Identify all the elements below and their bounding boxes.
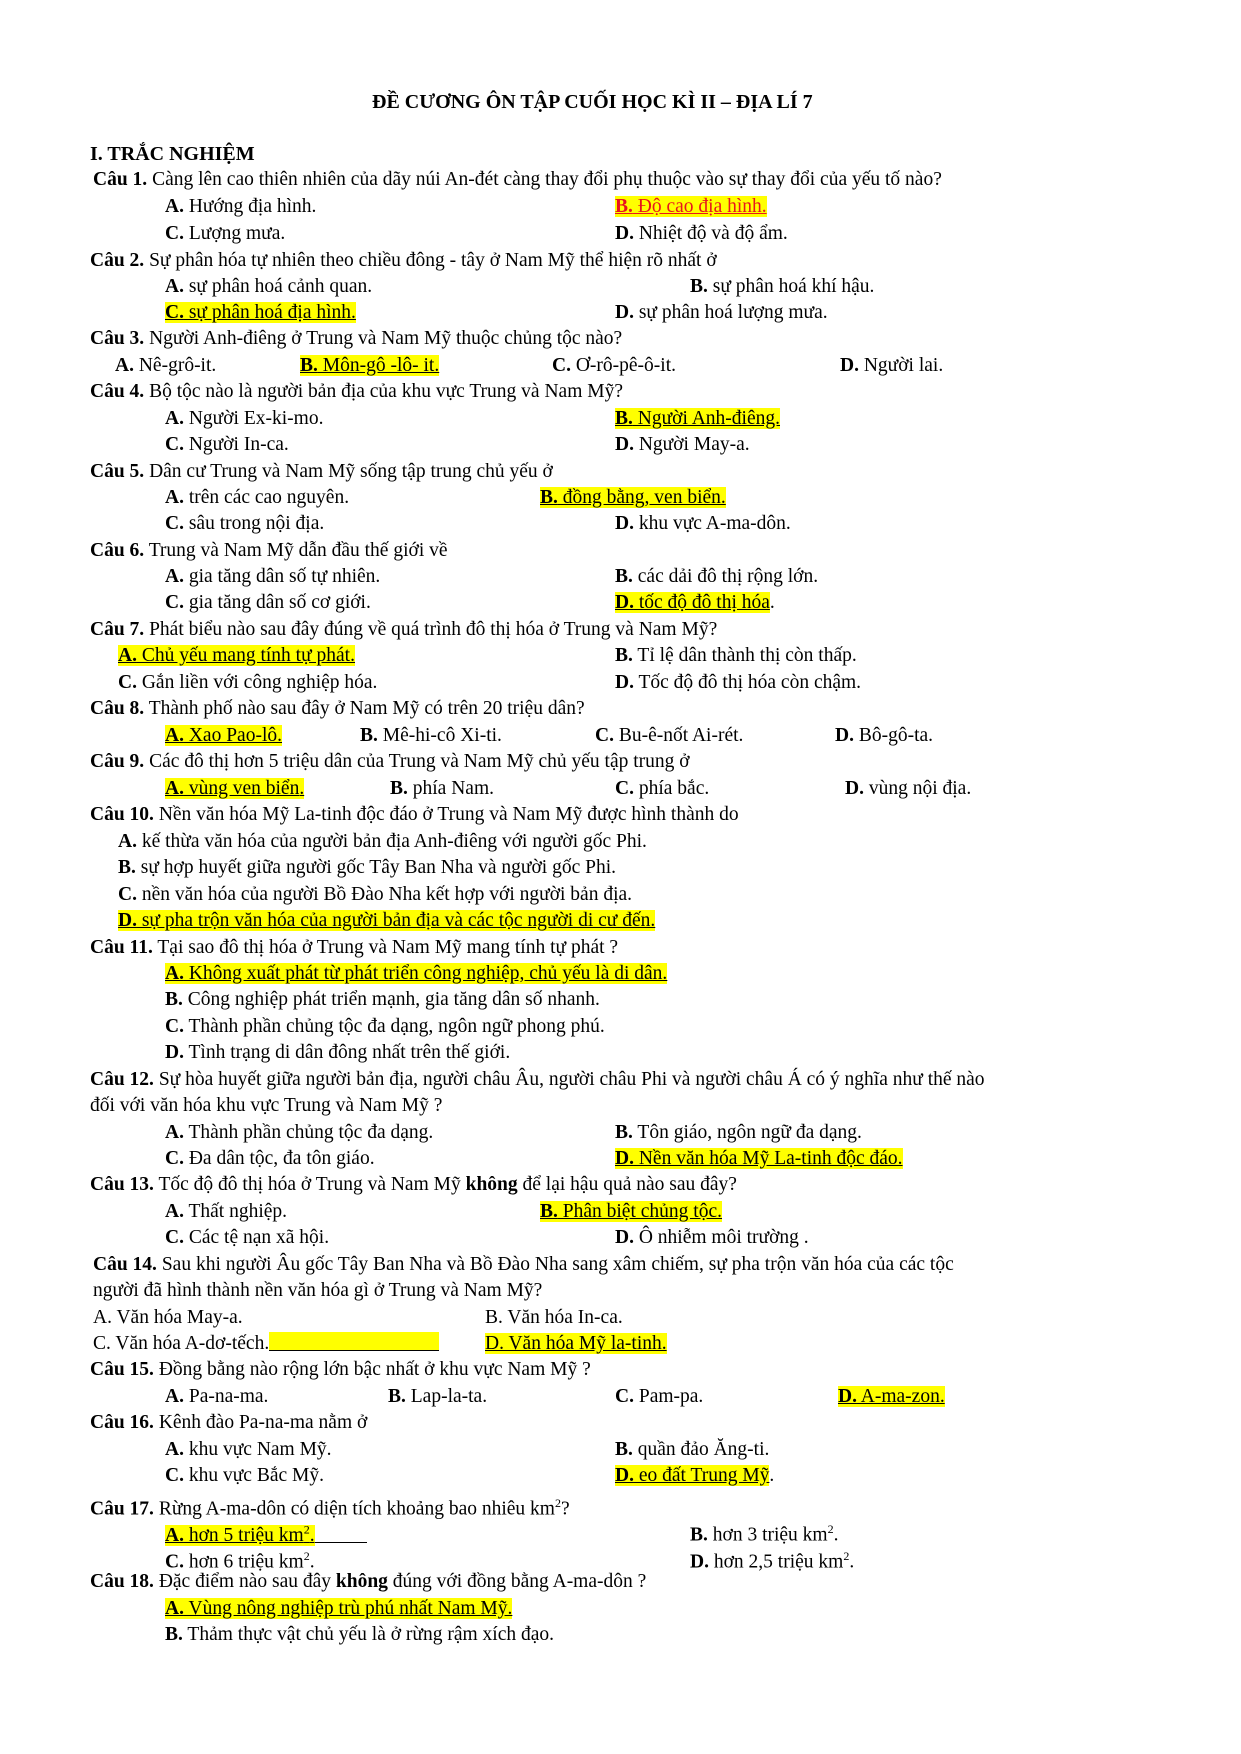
- option-text: Ơ-rô-pê-ô-it.: [570, 355, 677, 376]
- option-letter: B.: [615, 566, 633, 587]
- option-b: [615, 1121, 862, 1145]
- option-a: [165, 1385, 268, 1409]
- option-letter: A.: [165, 1598, 184, 1619]
- question-12: [90, 1068, 985, 1092]
- question-3: [90, 327, 622, 351]
- option-b: [360, 724, 502, 748]
- option-a: [165, 565, 380, 589]
- option-text: Tốc độ đô thị hóa còn chậm.: [633, 672, 862, 693]
- question-4: [90, 380, 623, 404]
- option-letter: C.: [165, 1148, 184, 1169]
- option-text: Lap-la-ta.: [405, 1386, 488, 1407]
- option-text: sự pha trộn văn hóa của người bản địa và các tộc người di cư đến.: [136, 910, 656, 931]
- option-letter: B.: [540, 1201, 558, 1222]
- option-c: [615, 777, 709, 801]
- option-text: Xao Pao-lô.: [183, 725, 282, 746]
- option-letter: B.: [690, 1524, 708, 1546]
- option-b-answer: [540, 1200, 722, 1224]
- option-letter: C.: [165, 592, 184, 613]
- option-c: [118, 883, 632, 907]
- option-text: quần đảo Ăng-ti.: [632, 1439, 770, 1460]
- option-c: [165, 1226, 329, 1250]
- question-text: Nền văn hóa Mỹ La-tinh độc đáo ở Trung và Nam Mỹ được hình thành do: [153, 804, 739, 825]
- option-letter: C.: [165, 1465, 184, 1486]
- option-a-answer: [165, 1517, 367, 1548]
- option-letter: A.: [165, 408, 184, 429]
- option-text: Độ cao địa hình.: [632, 196, 767, 217]
- option-a: [165, 195, 316, 219]
- option-letter: D.: [615, 1465, 634, 1486]
- option-d: [165, 1041, 510, 1065]
- question-text: ?: [560, 1498, 570, 1520]
- option-text: Mê-hi-cô Xi-ti.: [377, 725, 502, 746]
- option-letter: C.: [615, 1386, 634, 1407]
- question-number: Câu 14.: [93, 1254, 157, 1275]
- option-a-answer: [165, 724, 282, 748]
- question-number: Câu 10.: [90, 804, 154, 825]
- question-number: Câu 7.: [90, 619, 145, 640]
- question-text: Tốc độ đô thị hóa ở Trung và Nam Mỹ: [153, 1174, 466, 1195]
- question-number: Câu 12.: [90, 1069, 154, 1090]
- question-text: để lại hậu quả nào sau đây?: [517, 1174, 737, 1195]
- option-b: [690, 275, 874, 299]
- option-text: Pa-na-ma.: [183, 1386, 269, 1407]
- option-a: [165, 275, 372, 299]
- option-b-answer: [300, 354, 439, 378]
- question-number: Câu 16.: [90, 1412, 154, 1433]
- option-c: [165, 1464, 324, 1488]
- option-letter: D.: [690, 1551, 709, 1573]
- question-number: Câu 2.: [90, 250, 145, 271]
- option-text: trên các cao nguyên.: [183, 487, 350, 508]
- option-text: kế thừa văn hóa của người bản địa Anh-điêng với người gốc Phi.: [136, 831, 647, 852]
- question-8: [90, 697, 585, 721]
- option-letter: A.: [118, 831, 137, 852]
- option-d: [615, 671, 861, 695]
- option-text: khu vực A-ma-dôn.: [633, 513, 791, 534]
- option-a: [165, 1200, 287, 1224]
- option-a: [165, 486, 349, 510]
- option-text: sự phân hoá lượng mưa.: [633, 302, 828, 323]
- question-11: [90, 936, 618, 960]
- option-letter: C.: [165, 223, 184, 244]
- option-text: Người May-a.: [633, 434, 750, 455]
- option-letter: C.: [552, 355, 571, 376]
- question-18: [90, 1570, 646, 1594]
- question-text: Kênh đào Pa-na-ma nằm ở: [153, 1412, 368, 1433]
- option-letter: B.: [540, 487, 558, 508]
- question-text: Bộ tộc nào là người bản địa của khu vực Trung và Nam Mỹ?: [144, 381, 623, 402]
- option-text: eo đất Trung Mỹ: [633, 1465, 770, 1486]
- option-text: Pam-pa.: [633, 1386, 704, 1407]
- option-c: [118, 671, 377, 695]
- option-b: [388, 1385, 487, 1409]
- question-7: [90, 618, 717, 642]
- option-letter: B.: [615, 1122, 633, 1143]
- option-letter: D.: [615, 434, 634, 455]
- option-text: Người lai.: [858, 355, 944, 376]
- option-letter: C.: [118, 884, 137, 905]
- option-c: [595, 724, 743, 748]
- option-punct: .: [849, 1551, 855, 1573]
- option-b: B. Văn hóa In-ca.: [485, 1307, 623, 1328]
- option-a: A. Văn hóa May-a.: [93, 1307, 243, 1328]
- question-text: Sự phân hóa tự nhiên theo chiều đông - tây ở Nam Mỹ thể hiện rõ nhất ở: [144, 250, 717, 271]
- option-b: [165, 988, 600, 1012]
- option-text: Thành phần chủng tộc đa dạng, ngôn ngữ phong phú.: [183, 1016, 605, 1037]
- option-text: Bu-ê-nốt Ai-rét.: [613, 725, 744, 746]
- option-letter: D.: [615, 672, 634, 693]
- option-text: D. Văn hóa Mỹ la-tinh.: [485, 1333, 667, 1354]
- option-letter: B.: [615, 645, 633, 666]
- question-text: Đặc điểm nào sau đây: [153, 1571, 336, 1592]
- option-letter: C.: [165, 1227, 184, 1248]
- option-punct: .: [309, 1551, 315, 1573]
- option-letter: D.: [615, 302, 634, 323]
- option-a: [165, 1438, 332, 1462]
- option-letter: D.: [118, 910, 137, 931]
- option-letter: B.: [615, 408, 633, 429]
- option-text: sự phân hoá địa hình.: [183, 302, 356, 323]
- option-d: [845, 777, 971, 801]
- option-letter: C.: [165, 1016, 184, 1037]
- option-c: [165, 433, 289, 457]
- option-text: Chủ yếu mang tính tự phát.: [136, 645, 355, 666]
- option-letter: A.: [165, 566, 184, 587]
- document-title: ĐỀ CƯƠNG ÔN TẬP CUỐI HỌC KÌ II – ĐỊA LÍ 7: [372, 91, 813, 113]
- option-text: Nền văn hóa Mỹ La-tinh độc đáo.: [633, 1148, 903, 1169]
- option-d: [615, 301, 828, 325]
- option-b: [690, 1517, 838, 1548]
- option-d-answer: [615, 1464, 774, 1488]
- option-letter: B.: [165, 1624, 183, 1645]
- option-text: hơn 6 triệu km: [183, 1551, 304, 1573]
- option-d-answer: [615, 1147, 903, 1171]
- option-c: [552, 354, 676, 378]
- option-b-answer: [615, 407, 780, 431]
- question-number: Câu 13.: [90, 1174, 154, 1195]
- option-d: [690, 1544, 854, 1575]
- question-text: Dân cư Trung và Nam Mỹ sống tập trung chủ yếu ở: [144, 461, 553, 482]
- option-letter: B.: [690, 276, 708, 297]
- option-a: [118, 830, 647, 854]
- option-letter: A.: [165, 1201, 184, 1222]
- option-d: [615, 512, 791, 536]
- option-letter: A.: [165, 1524, 184, 1546]
- option-text: hơn 5 triệu km: [183, 1524, 304, 1546]
- question-number: Câu 8.: [90, 698, 145, 719]
- question-number: Câu 9.: [90, 751, 145, 772]
- question-number: Câu 3.: [90, 328, 145, 349]
- option-text: nền văn hóa của người Bồ Đào Nha kết hợp với người bản địa.: [136, 884, 633, 905]
- option-a: [165, 1121, 433, 1145]
- option-text: tốc độ đô thị hóa: [633, 592, 770, 613]
- option-text: sự phân hoá khí hậu.: [707, 276, 875, 297]
- option-text: Không xuất phát từ phát triển công nghiệp, chủ yếu là di dân.: [183, 963, 668, 984]
- option-c: [165, 512, 324, 536]
- option-letter: A.: [165, 196, 184, 217]
- question-text: Người Anh-điêng ở Trung và Nam Mỹ thuộc chủng tộc nào?: [144, 328, 623, 349]
- option-punct: .: [299, 778, 305, 799]
- option-text: đồng bằng, ven biển.: [557, 487, 726, 508]
- option-text: Tôn giáo, ngôn ngữ đa dạng.: [632, 1122, 862, 1143]
- option-letter: D.: [840, 355, 859, 376]
- question-number: Câu 11.: [90, 937, 153, 958]
- option-text: hơn 3 triệu km: [707, 1524, 828, 1546]
- option-letter: B.: [390, 778, 408, 799]
- question-text: Sau khi người Âu gốc Tây Ban Nha và Bồ Đào Nha sang xâm chiếm, sự pha trộn văn hóa của các tộc: [156, 1254, 954, 1275]
- option-text: Bô-gô-ta.: [853, 725, 934, 746]
- option-text: C. Văn hóa A-dơ-tếch.: [93, 1333, 270, 1354]
- option-letter: B.: [165, 989, 183, 1010]
- option-punct: .: [769, 592, 775, 613]
- option-text: Thất nghiệp.: [183, 1201, 288, 1222]
- option-text: Nê-grô-it.: [133, 355, 217, 376]
- superscript: 2: [303, 1522, 310, 1536]
- option-a: [115, 354, 216, 378]
- option-letter: D.: [838, 1386, 857, 1407]
- option-d-answer: [485, 1332, 667, 1356]
- question-13: [90, 1173, 737, 1197]
- question-number: Câu 5.: [90, 461, 145, 482]
- option-a: [165, 407, 323, 431]
- superscript: 2: [843, 1549, 850, 1563]
- question-number: Câu 4.: [90, 381, 145, 402]
- highlight-fill: [269, 1332, 439, 1351]
- question-text: Các đô thị hơn 5 triệu dân của Trung và Nam Mỹ chủ yếu tập trung ở: [144, 751, 690, 772]
- option-text: Hướng địa hình.: [183, 196, 317, 217]
- option-letter: D.: [615, 223, 634, 244]
- option-letter: D.: [615, 513, 634, 534]
- option-text: Các tệ nạn xã hội.: [183, 1227, 330, 1248]
- option-letter: C.: [118, 672, 137, 693]
- question-text: Tại sao đô thị hóa ở Trung và Nam Mỹ mang tính tự phát ?: [152, 937, 619, 958]
- option-d: [615, 1226, 809, 1250]
- option-letter: A.: [165, 487, 184, 508]
- blank-line: [315, 1524, 367, 1543]
- option-text: Người Anh-điêng.: [632, 408, 780, 429]
- option-letter: D.: [165, 1042, 184, 1063]
- option-b-answer: [615, 195, 767, 219]
- option-c: [165, 1015, 605, 1039]
- option-b-answer: [540, 486, 726, 510]
- option-a-answer: [165, 777, 304, 801]
- option-c: [615, 1385, 703, 1409]
- option-text: phía bắc.: [633, 778, 710, 799]
- option-letter: D.: [615, 1148, 634, 1169]
- option-text: Nhiệt độ và độ ẩm.: [633, 223, 788, 244]
- option-letter: B.: [300, 355, 318, 376]
- option-a-answer: [165, 962, 667, 986]
- option-text: Phân biệt chủng tộc.: [557, 1201, 722, 1222]
- option-text: Tỉ lệ dân thành thị còn thấp.: [632, 645, 857, 666]
- option-text: sự hợp huyết giữa người gốc Tây Ban Nha và người gốc Phi.: [135, 857, 617, 878]
- option-b: [390, 777, 494, 801]
- option-letter: D.: [615, 1227, 634, 1248]
- option-text: gia tăng dân số tự nhiên.: [183, 566, 381, 587]
- option-text: phía Nam.: [407, 778, 494, 799]
- option-letter: C.: [165, 434, 184, 455]
- option-letter: D.: [835, 725, 854, 746]
- option-text: Vùng nông nghiệp trù phú nhất Nam Mỹ.: [183, 1598, 513, 1619]
- option-c: [165, 591, 371, 615]
- option-text: gia tăng dân số cơ giới.: [183, 592, 371, 613]
- question-5: [90, 460, 553, 484]
- option-d: [840, 354, 943, 378]
- option-text: vùng nội địa.: [863, 778, 972, 799]
- option-c: [165, 222, 285, 246]
- option-b: [615, 644, 857, 668]
- option-b: [615, 565, 818, 589]
- question-14-cont: người đã hình thành nền văn hóa gì ở Trung và Nam Mỹ?: [93, 1280, 543, 1301]
- option-a-answer: [165, 1597, 512, 1621]
- option-letter: B.: [118, 857, 136, 878]
- option-text: khu vực Nam Mỹ.: [183, 1439, 332, 1460]
- option-text: A-ma-zon.: [856, 1386, 945, 1407]
- option-d-answer: [118, 909, 655, 933]
- option-c: [93, 1332, 439, 1356]
- option-letter: A.: [165, 725, 184, 746]
- question-number: Câu 15.: [90, 1359, 154, 1380]
- option-text: sự phân hoá cảnh quan.: [183, 276, 373, 297]
- option-b: [615, 1438, 769, 1462]
- option-d: [615, 433, 750, 457]
- option-letter: C.: [165, 1551, 184, 1573]
- option-d: [615, 222, 788, 246]
- option-text: Người Ex-ki-mo.: [183, 408, 324, 429]
- option-letter: A.: [115, 355, 134, 376]
- option-letter: C.: [165, 302, 184, 323]
- question-text: Sự hòa huyết giữa người bản địa, người châu Âu, người châu Phi và người châu Á có ý nghĩa như thế nào: [153, 1069, 985, 1090]
- option-text: Người In-ca.: [183, 434, 289, 455]
- question-9: [90, 750, 690, 774]
- option-letter: B.: [615, 196, 633, 217]
- option-text: các dải đô thị rộng lớn.: [632, 566, 819, 587]
- question-10: [90, 803, 739, 827]
- option-text: Thảm thực vật chủ yếu là ở rừng rậm xích đạo.: [182, 1624, 555, 1645]
- question-6: [90, 539, 448, 563]
- superscript: 2: [303, 1549, 310, 1563]
- option-punct: .: [833, 1524, 839, 1546]
- question-emphasis: không: [335, 1571, 388, 1592]
- question-1: [93, 168, 942, 192]
- option-c-answer: [165, 301, 356, 325]
- option-letter: D.: [615, 592, 634, 613]
- section-heading: I. TRẮC NGHIỆM: [90, 143, 255, 165]
- question-12-cont: đối với văn hóa khu vực Trung và Nam Mỹ ?: [90, 1095, 443, 1116]
- option-letter: B.: [360, 725, 378, 746]
- question-2: [90, 249, 717, 273]
- question-text: đúng với đồng bằng A-ma-dôn ?: [387, 1571, 647, 1592]
- option-c: [165, 1147, 375, 1171]
- option-letter: A.: [165, 963, 184, 984]
- superscript: 2: [554, 1496, 561, 1510]
- option-letter: A.: [165, 1439, 184, 1460]
- question-14: [93, 1253, 954, 1277]
- option-text: khu vực Bắc Mỹ.: [183, 1465, 324, 1486]
- option-text: Tình trạng di dân đông nhất trên thế giới.: [183, 1042, 511, 1063]
- option-text: Công nghiệp phát triển mạnh, gia tăng dân số nhanh.: [182, 989, 600, 1010]
- option-letter: A.: [118, 645, 137, 666]
- question-number: Câu 18.: [90, 1571, 154, 1592]
- option-punct: .: [769, 1465, 775, 1486]
- question-text: Trung và Nam Mỹ dẫn đầu thế giới về: [144, 540, 448, 561]
- option-b: [118, 856, 616, 880]
- option-d: [835, 724, 933, 748]
- question-16: [90, 1411, 367, 1435]
- option-text: vùng ven biển: [183, 778, 300, 799]
- superscript: 2: [827, 1522, 834, 1536]
- option-text: Môn-gô -lô- it.: [317, 355, 440, 376]
- option-a-answer: [118, 644, 355, 668]
- question-text: Phát biểu nào sau đây đúng về quá trình đô thị hóa ở Trung và Nam Mỹ?: [144, 619, 718, 640]
- question-text: Càng lên cao thiên nhiên của dãy núi An-đét càng thay đổi phụ thuộc vào sự thay đổi của yếu tố nào?: [147, 169, 942, 190]
- option-text: Đa dân tộc, đa tôn giáo.: [183, 1148, 375, 1169]
- question-text: Thành phố nào sau đây ở Nam Mỹ có trên 20 triệu dân?: [144, 698, 585, 719]
- option-letter: A.: [165, 276, 184, 297]
- question-text: Đồng bằng nào rộng lớn bậc nhất ở khu vực Nam Mỹ ?: [153, 1359, 591, 1380]
- option-b: [165, 1623, 554, 1647]
- option-letter: C.: [165, 513, 184, 534]
- option-text: Lượng mưa.: [183, 223, 286, 244]
- option-text: Thành phần chủng tộc đa dạng.: [183, 1122, 434, 1143]
- option-letter: A.: [165, 1122, 184, 1143]
- option-d-answer: [838, 1385, 945, 1409]
- question-number: Câu 17.: [90, 1498, 154, 1520]
- option-letter: B.: [388, 1386, 406, 1407]
- question-number: Câu 6.: [90, 540, 145, 561]
- question-15: [90, 1358, 591, 1382]
- option-d-answer: [615, 591, 775, 615]
- option-letter: D.: [845, 778, 864, 799]
- option-letter: B.: [615, 1439, 633, 1460]
- option-text: sâu trong nội địa.: [183, 513, 325, 534]
- option-text: Gắn liền với công nghiệp hóa.: [136, 672, 378, 693]
- option-letter: A.: [165, 778, 184, 799]
- option-text: hơn 2,5 triệu km: [708, 1551, 844, 1573]
- option-letter: A.: [165, 1386, 184, 1407]
- question-emphasis: không: [465, 1174, 518, 1195]
- option-text: Ô nhiễm môi trường .: [633, 1227, 809, 1248]
- question-text: Rừng A-ma-dôn có diện tích khoảng bao nhiêu km: [153, 1498, 555, 1520]
- option-letter: C.: [615, 778, 634, 799]
- option-letter: C.: [595, 725, 614, 746]
- question-number: Câu 1.: [93, 169, 148, 190]
- option-punct: .: [309, 1524, 315, 1546]
